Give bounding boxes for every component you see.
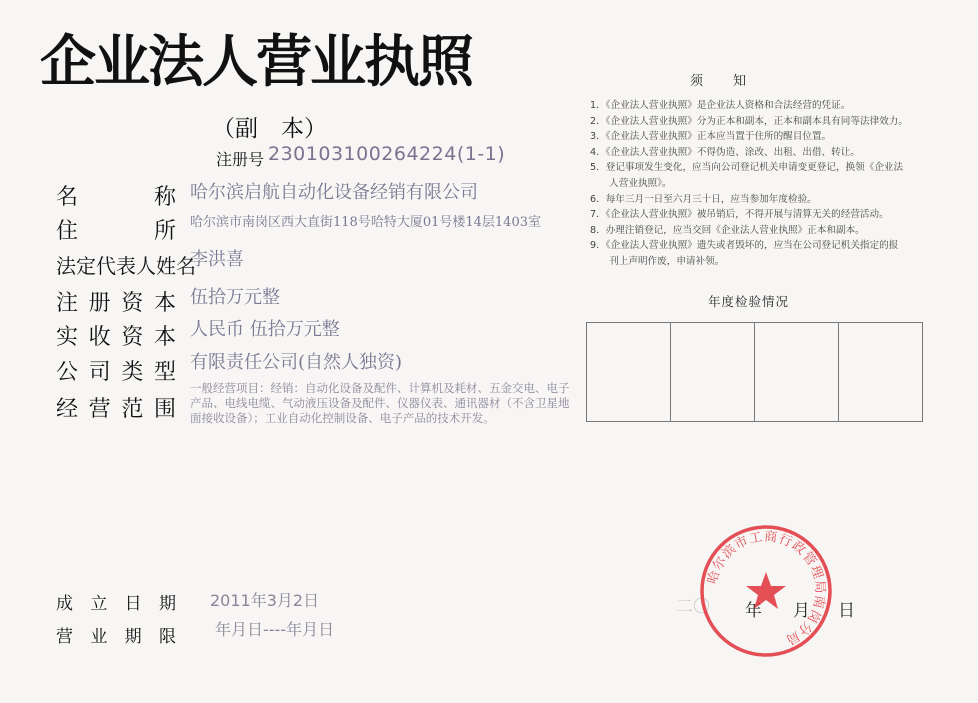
notice-item: 8．办理注销登记，应当交回《企业法人营业执照》正本和副本。 xyxy=(590,224,865,236)
annual-inspection-title: 年度检验情况 xyxy=(708,294,790,309)
inspection-cell xyxy=(587,323,671,421)
company-type: 有限责任公司(自然人独资) xyxy=(190,352,403,373)
address-label: 住 所 xyxy=(56,219,176,244)
inspection-cell xyxy=(839,323,922,421)
annual-inspection-grid xyxy=(586,322,923,422)
notice-item: 6．每年三月一日至六月三十日，应当参加年度检验。 xyxy=(590,193,817,205)
issue-date-prefix: 二〇 xyxy=(676,597,710,617)
business-scope-label: 经 营 范 围 xyxy=(56,397,176,422)
inspection-cell xyxy=(755,323,839,421)
paid-capital-label: 实 收 资 本 xyxy=(56,325,176,350)
notice-item: 3．《企业法人营业执照》正本应当置于住所的醒目位置。 xyxy=(590,131,832,143)
notice-item: 2．《企业法人营业执照》分为正本和副本，正本和副本具有同等法律效力。 xyxy=(590,115,908,127)
company-name: 哈尔滨启航自动化设备经销有限公司 xyxy=(190,182,478,203)
registration-label: 注册号 xyxy=(216,150,265,169)
established-date: 2011年3月2日 xyxy=(210,591,320,610)
business-term: 年月日----年月日 xyxy=(215,620,335,639)
notice-item: 5．登记事项发生变化，应当向公司登记机关申请变更登记，换领《企业法 xyxy=(590,162,904,174)
issue-month-char: 月 xyxy=(793,601,810,621)
legal-rep-name: 李洪喜 xyxy=(190,249,244,270)
notice-item: 9．《企业法人营业执照》遗失或者毁坏的，应当在公司登记机关指定的报 xyxy=(590,240,899,252)
registered-capital-label: 注 册 资 本 xyxy=(56,291,176,316)
company-address: 哈尔滨市南岗区西大直街118号哈特大厦01号楼14层1403室 xyxy=(190,215,541,230)
business-scope: 一般经营项目：经销：自动化设备及配件、计算机及耗材、五金交电、电子产品、电线电缆、气动液压设备及配件、仪器仪表、通讯器材（不含卫星地面接收设备）；工业自动化控制设备、电子产品的技术开发。 xyxy=(190,381,570,425)
name-label: 名 称 xyxy=(56,185,176,210)
license-title: 企业法人营业执照 xyxy=(40,30,472,95)
paid-capital: 人民币 伍拾万元整 xyxy=(190,319,340,340)
inspection-cell xyxy=(671,323,755,421)
term-label: 营 业 期 限 xyxy=(56,627,176,647)
notice-item: 4．《企业法人营业执照》不得伪造、涂改、出租、出借、转让。 xyxy=(590,146,860,158)
company-type-label: 公 司 类 型 xyxy=(56,360,176,385)
legal-rep-label: 法定代表人姓名 xyxy=(56,254,196,278)
notice-list xyxy=(590,98,930,270)
registration-number: 230103100264224(1-1) xyxy=(268,143,506,165)
established-label: 成 立 日 期 xyxy=(56,594,176,614)
notice-item: 7．《企业法人营业执照》被吊销后，不得开展与清算无关的经营活动。 xyxy=(590,209,889,221)
notice-title: 须知 xyxy=(690,74,777,89)
seal-text: 哈尔滨市工商行政管理局南岗分局 xyxy=(705,529,828,648)
official-seal-graphic xyxy=(697,522,835,660)
registered-capital: 伍拾万元整 xyxy=(190,287,280,308)
notice-item: 人营业执照》。 xyxy=(590,177,672,189)
notice-item: 刊上声明作废，申请补领。 xyxy=(590,255,725,267)
notice-item: 1．《企业法人营业执照》是企业法人资格和合法经营的凭证。 xyxy=(590,100,851,111)
official-seal-stamp xyxy=(697,522,835,660)
issue-day-char: 日 xyxy=(838,601,855,621)
copy-label: （副 本） xyxy=(212,116,327,142)
seal-star-icon xyxy=(746,572,786,609)
issue-year-char: 年 xyxy=(745,601,762,621)
